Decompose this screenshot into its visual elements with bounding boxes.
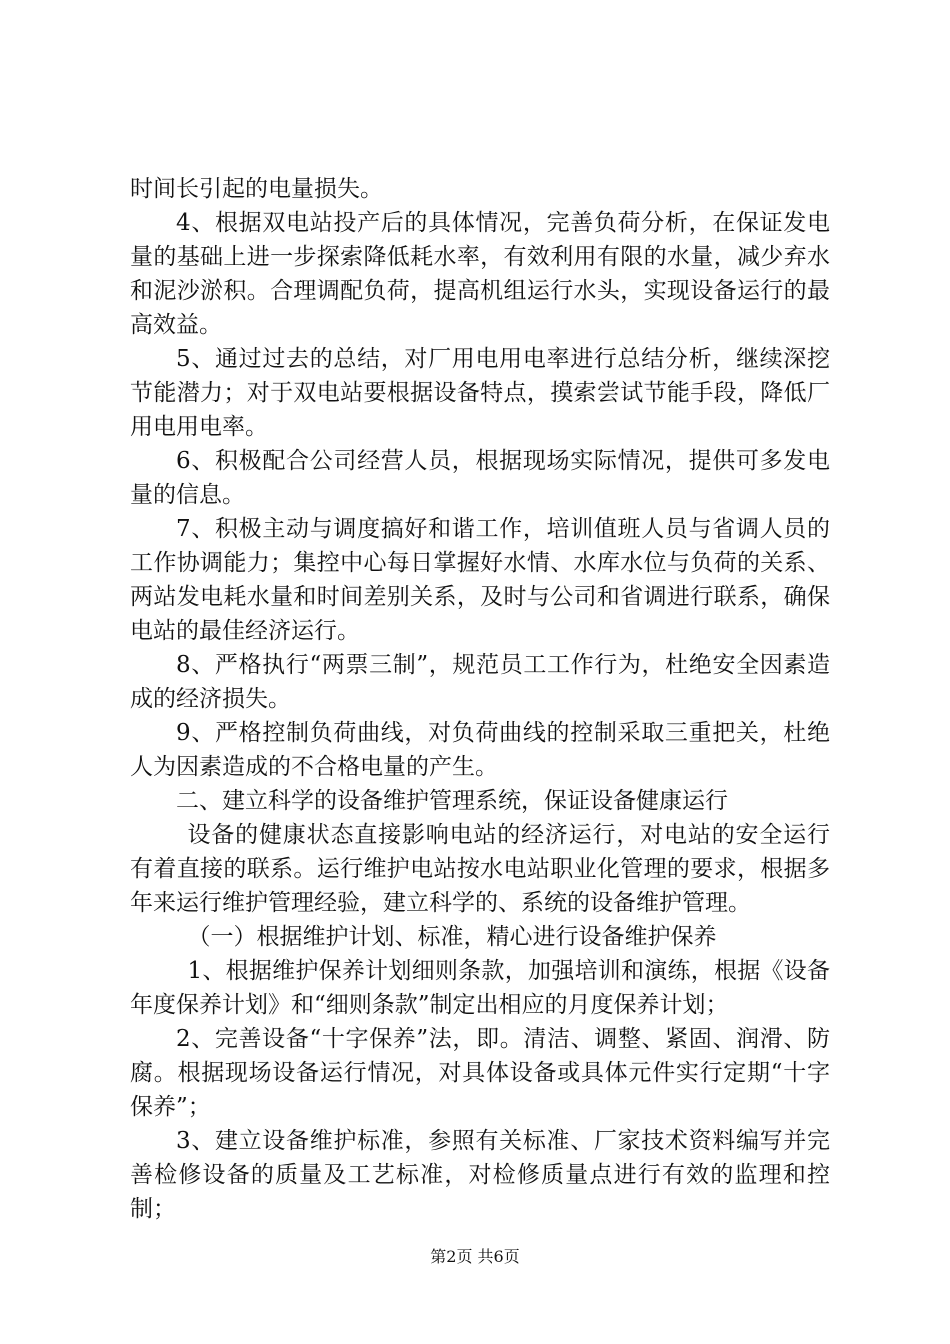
paragraph-item-5: 5、通过过去的总结，对厂用电用电率进行总结分析，继续深挖节能潜力；对于双电站要根据设备特点，摸索尝试节能手段，降低厂用电用电率。 — [130, 346, 830, 440]
paragraph-item-7: 7、积极主动与调度搞好和谐工作，培训值班人员与省调人员的工作协调能力；集控中心每日掌握好水情、水库水位与负荷的关系、两站发电耗水量和时间差别关系，及时与公司和省调进行联系，确保电站的最佳经济运行。 — [130, 516, 830, 644]
paragraph-item-9: 9、严格控制负荷曲线，对负荷曲线的控制采取三重把关，杜绝人为因素造成的不合格电量的产生。 — [130, 720, 830, 780]
section-heading-2: 二、建立科学的设备维护管理系统，保证设备健康运行 — [176, 788, 728, 814]
document-body — [130, 172, 830, 1226]
paragraph-item-6: 6、积极配合公司经营人员，根据现场实际情况，提供可多发电量的信息。 — [130, 448, 830, 508]
paragraph-item-8: 8、严格执行“两票三制”，规范员工工作行为，杜绝安全因素造成的经济损失。 — [130, 652, 830, 712]
paragraph-sub-item-2: 2、完善设备“十字保养”法，即。清洁、调整、紧固、润滑、防腐。根据现场设备运行情况，对具体设备或具体元件实行定期“十字保养”； — [130, 1026, 830, 1120]
paragraph-sub-item-1: 1、根据维护保养计划细则条款，加强培训和演练，根据《设备年度保养计划》和“细则条款”制定出相应的月度保养计划； — [130, 958, 830, 1018]
paragraph-sub-item-3: 3、建立设备维护标准，参照有关标准、厂家技术资料编写并完善检修设备的质量及工艺标准，对检修质量点进行有效的监理和控制； — [130, 1128, 830, 1222]
section-intro-paragraph: 设备的健康状态直接影响电站的经济运行，对电站的安全运行有着直接的联系。运行维护电站按水电站职业化管理的要求，根据多年来运行维护管理经验，建立科学的、系统的设备维护管理。 — [130, 822, 830, 916]
page-number-footer: 第2页 共6页 — [430, 1247, 520, 1266]
paragraph-item-4: 4、根据双电站投产后的具体情况，完善负荷分析，在保证发电量的基础上进一步探索降低耗水率，有效利用有限的水量，减少弃水和泥沙淤积。合理调配负荷，提高机组运行水头，实现设备运行的最高效益。 — [130, 210, 830, 338]
subsection-heading-1: （一）根据维护计划、标准，精心进行设备维护保养 — [187, 924, 717, 950]
paragraph-continuation: 时间长引起的电量损失。 — [130, 176, 383, 202]
